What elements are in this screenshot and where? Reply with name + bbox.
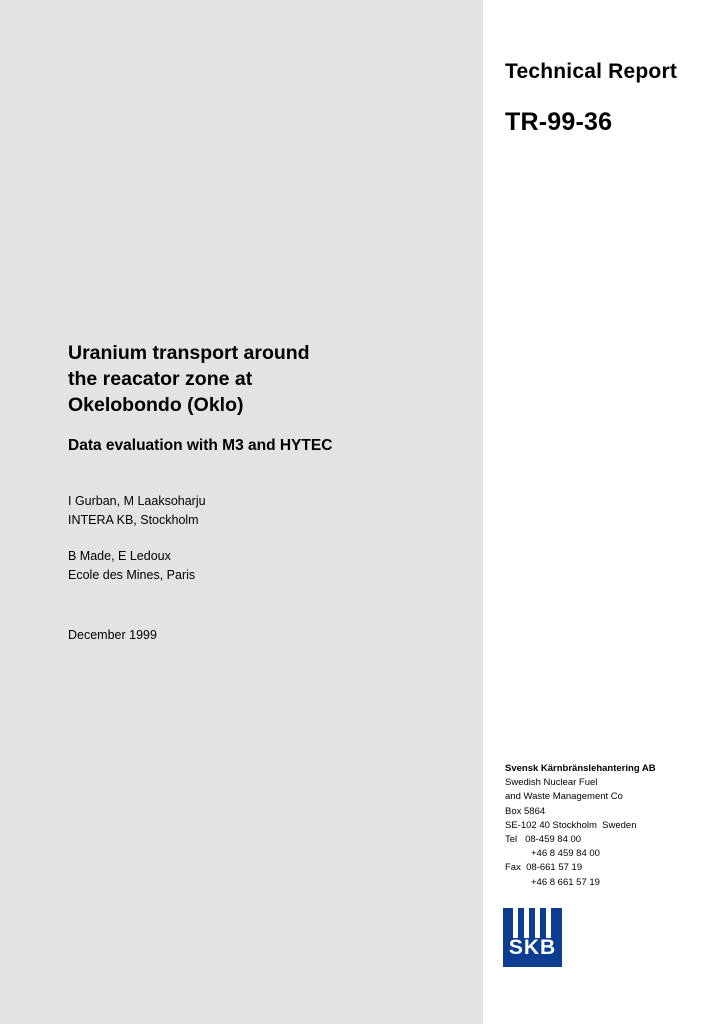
- logo-text: SKB: [508, 936, 557, 959]
- tel-label: Tel: [505, 834, 518, 846]
- publisher-line-3: and Waste Management Co: [505, 791, 623, 803]
- publisher-block: [505, 762, 705, 890]
- fax-number-local: 08-661 57 19: [526, 862, 583, 874]
- page-title: [68, 340, 458, 418]
- publisher-line-2: Swedish Nuclear Fuel: [505, 777, 598, 789]
- publisher-fax: [505, 861, 705, 875]
- tel-number-local: 08-459 84 00: [525, 834, 582, 846]
- title-line-3: Okelobondo (Oklo): [68, 394, 244, 416]
- page-subtitle: Data evaluation with M3 and HYTEC: [68, 437, 333, 454]
- author-affiliation: INTERA KB, Stockholm: [68, 513, 199, 527]
- report-type-label: Technical Report: [505, 60, 678, 83]
- authors-block: [68, 492, 458, 602]
- author-group: [68, 547, 458, 585]
- tel-number-international: +46 8 459 84 00: [531, 848, 600, 860]
- author-group: [68, 492, 458, 530]
- publisher-telephone: [505, 833, 705, 847]
- skb-logo: [503, 908, 562, 967]
- author-names: I Gurban, M Laaksoharju: [68, 494, 206, 508]
- fax-number-international: +46 8 661 57 19: [531, 876, 600, 888]
- publisher-name: Svensk Kärnbränslehantering AB: [505, 763, 656, 774]
- logo-bar-icon: [513, 908, 518, 938]
- publisher-box: Box 5864: [505, 805, 546, 817]
- logo-bar-icon: [524, 908, 529, 938]
- author-affiliation: Ecole des Mines, Paris: [68, 568, 196, 582]
- logo-bar-icon: [535, 908, 540, 938]
- publisher-address: SE-102 40 Stockholm Sweden: [505, 819, 637, 831]
- publication-date: December 1999: [68, 628, 157, 642]
- title-line-1: Uranium transport around: [68, 342, 310, 364]
- title-line-2: the reacator zone at: [68, 368, 253, 390]
- title-block: [68, 340, 458, 456]
- report-number-label: TR-99-36: [505, 108, 613, 136]
- fax-label: Fax: [505, 862, 521, 874]
- author-names: B Made, E Ledoux: [68, 549, 171, 563]
- logo-bar-icon: [546, 908, 551, 938]
